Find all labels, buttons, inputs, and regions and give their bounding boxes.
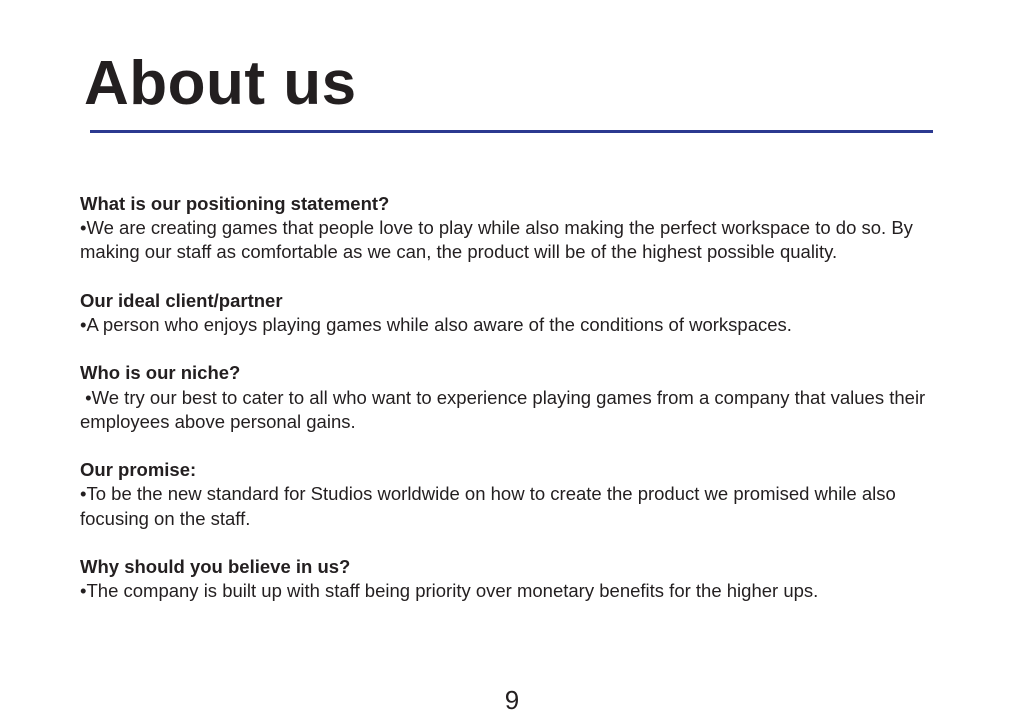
section-heading: Our promise: <box>80 459 197 481</box>
section-positioning-statement <box>80 192 952 265</box>
section-promise <box>80 458 952 531</box>
section-why-believe <box>80 555 952 603</box>
section-body: •The company is built up with staff being priority over monetary benefits for the higher ups. <box>80 580 819 602</box>
page-title: About us <box>84 49 357 118</box>
section-body: •We are creating games that people love to play while also making the perfect workspace to do so. By making our staff as comfortable as we can, the product will be of the highest possible quality. <box>80 217 913 263</box>
section-heading: What is our positioning statement? <box>80 193 390 214</box>
page-number: 9 <box>504 685 520 715</box>
section-heading: Why should you believe in us? <box>80 555 351 577</box>
about-content <box>80 192 952 628</box>
section-ideal-client <box>80 289 952 337</box>
section-body: •To be the new standard for Studios worldwide on how to create the product we promised while also focusing on the staff. <box>80 483 896 529</box>
section-heading: Our ideal client/partner <box>80 289 283 311</box>
section-niche <box>80 361 952 434</box>
title-divider <box>90 130 933 133</box>
section-heading: Who is our niche? <box>80 362 241 384</box>
section-body: •A person who enjoys playing games while also aware of the conditions of workspaces. <box>80 314 792 335</box>
section-body: •We try our best to cater to all who want to experience playing games from a company that values their employees above personal gains. <box>80 386 931 432</box>
